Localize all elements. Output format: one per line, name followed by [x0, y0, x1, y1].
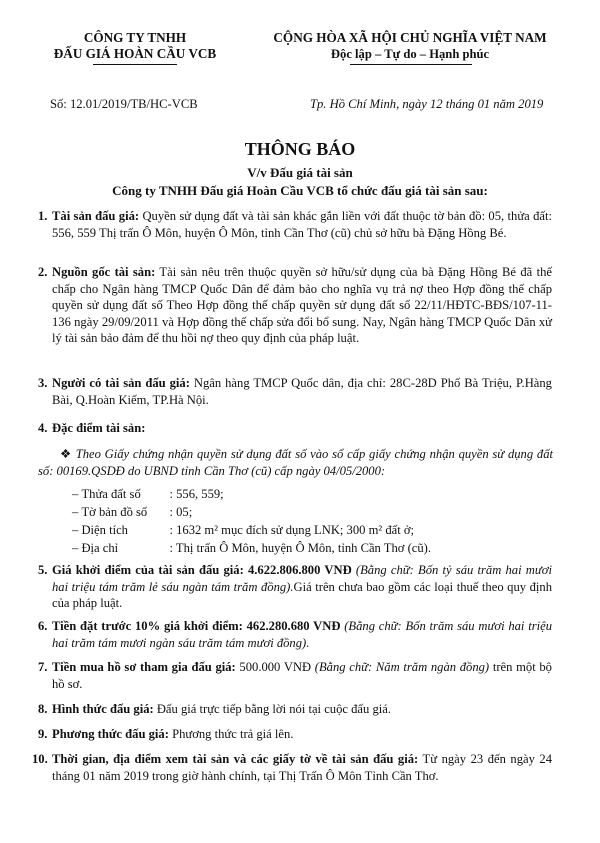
- item-7-text: trên một bộ hồ sơ.: [52, 660, 552, 691]
- item-5-label: Giá khởi điểm của tài sản đấu giá: 4.622.806.800 VNĐ: [52, 563, 352, 577]
- item-10-text: Từ ngày 23 đến ngày 24 tháng 01 năm 2019 trong giờ hành chính, tại Thị Trấn Ô Môn Tỉnh Cần Thơ.: [52, 752, 552, 783]
- item-9-number: 9.: [38, 727, 48, 741]
- dash-bullet: –: [72, 541, 79, 555]
- item-7-label: Tiền mua hồ sơ tham gia đấu giá:: [52, 660, 236, 674]
- item-4-number: 4.: [38, 421, 48, 435]
- company-line-2: ĐẤU GIÁ HOÀN CẦU VCB: [53, 46, 217, 61]
- item-4-note-text: Theo Giấy chứng nhận quyền sử dụng đất số vào sổ cấp giấy chứng nhận quyền sử dụng đất số: 00169.QSDĐ do UBND tỉnh Cần Thơ (cũ) cấp ngày 04/05/2000:: [38, 447, 553, 478]
- item-7-words: (Bằng chữ: Năm trăm ngàn đồng): [311, 660, 490, 674]
- item-6-label: Tiền đặt trước 10% giá khởi điểm: 462.280.680 VNĐ: [52, 619, 341, 633]
- item-3-text: Ngân hàng TMCP Quốc dân, địa chỉ: 28C-28D Phố Bà Triệu, P.Hàng Bài, Q.Hoàn Kiếm, TP.Hà Nội.: [52, 376, 552, 407]
- dash-bullet: –: [72, 505, 79, 519]
- item-10-number: 10.: [32, 752, 48, 766]
- item-5-words: (Bằng chữ: Bốn tỷ sáu trăm hai mươi hai triệu tám trăm lẻ sáu ngàn tám trăm đồng).: [52, 563, 552, 594]
- detail-row: [72, 522, 414, 538]
- company-line-1: CÔNG TY TNHH: [83, 30, 187, 45]
- item-1-label: Tài sản đấu giá:: [52, 209, 140, 223]
- item-4-label: Đặc điểm tài sản:: [52, 421, 146, 435]
- company-underline: [93, 64, 177, 65]
- item-2: [38, 264, 552, 347]
- item-5: [38, 562, 552, 612]
- item-8-label: Hình thức đấu giá:: [52, 702, 154, 716]
- national-motto: [250, 30, 570, 62]
- item-1-text: Quyền sử dụng đất và tài sản khác gắn liền với đất thuộc tờ bản đồ: 05, thửa đất: 556, 559 Thị trấn Ô Môn, huyện Ô Môn, tỉnh Cần Thơ (cũ) chủ sở hữu bà Đặng Hồng Bé.: [52, 209, 552, 240]
- company-name: [40, 30, 230, 62]
- detail-row: [72, 504, 192, 520]
- intro: Công ty TNHH Đấu giá Hoàn Cầu VCB tổ chức đấu giá tài sản sau:: [112, 183, 488, 198]
- item-4-note: [38, 446, 553, 479]
- item-9: [38, 726, 552, 743]
- detail-key: Địa chỉ: [81, 541, 119, 555]
- item-7-number: 7.: [38, 660, 48, 674]
- item-6-words: (Bằng chữ: Bốn trăm sáu mươi hai triệu hai trăm tám mươi ngàn sáu trăm tám mươi đồng).: [52, 619, 552, 650]
- detail-key: Diện tích: [81, 523, 128, 537]
- item-5-text: Giá trên chưa bao gồm các loại thuế theo quy định của pháp luật.: [52, 579, 552, 611]
- item-2-text: Tài sản nêu trên thuộc quyền sở hữu/sử dụng của bà Đặng Hồng Bé đã thế chấp cho Ngân hàng TMCP Quốc Dân để đảm bảo cho nghĩa vụ trả nợ theo Hợp đồng thế chấp quyền sử dụng đất số Theo Hợp đồng thế chấp quyền sử dụng đất số 22/11/HĐTC-BĐS/107-11-136 ngày 29/09/2011 và Hợp đồng thế chấp sửa đổi bổ sung. Nay, Ngân hàng TMCP Quốc Dân xử lý tài sản bảo đảm để thu hồi nợ theo quy định của pháp luật.: [52, 265, 552, 346]
- item-9-label: Phương thức đấu giá:: [52, 727, 169, 741]
- item-9-text: Phương thức trả giá lên.: [168, 727, 294, 741]
- dash-bullet: –: [72, 523, 79, 537]
- item-3-label: Người có tài sản đấu giá:: [52, 376, 190, 390]
- detail-value: : 1632 m² mục đích sử dụng LNK; 300 m² đất ở;: [169, 523, 415, 537]
- subject: V/v Đấu giá tài sản: [247, 165, 353, 180]
- item-8-text: Đấu giá trực tiếp bằng lời nói tại cuộc đấu giá.: [153, 702, 391, 716]
- item-3-number: 3.: [38, 376, 48, 390]
- detail-row: [72, 540, 431, 556]
- detail-value: : 556, 559;: [169, 487, 224, 501]
- motto: Độc lập – Tự do – Hạnh phúc: [330, 47, 490, 61]
- republic-title: CỘNG HÒA XÃ HỘI CHỦ NGHĨA VIỆT NAM: [273, 30, 547, 45]
- detail-value: : 05;: [169, 505, 193, 519]
- item-10-label: Thời gian, địa điểm xem tài sản và các giấy tờ về tài sản đấu giá:: [52, 752, 419, 766]
- item-7: [38, 659, 552, 692]
- diamond-bullet-icon: ❖: [60, 447, 72, 461]
- item-2-label: Nguồn gốc tài sản:: [52, 265, 156, 279]
- page-title: THÔNG BÁO: [244, 139, 356, 159]
- item-3: [38, 375, 552, 408]
- item-10: [32, 751, 552, 784]
- item-6: [38, 618, 552, 651]
- item-4: [38, 420, 552, 437]
- motto-underline: [350, 64, 472, 65]
- item-1: [38, 208, 552, 241]
- place-date: Tp. Hồ Chí Minh, ngày 12 tháng 01 năm 2019: [310, 97, 544, 111]
- detail-row: [72, 486, 224, 502]
- item-1-number: 1.: [38, 209, 48, 223]
- item-7-amount: 500.000 VNĐ: [235, 660, 312, 674]
- item-2-number: 2.: [38, 265, 48, 279]
- item-8: [38, 701, 552, 718]
- item-8-number: 8.: [38, 702, 48, 716]
- item-5-number: 5.: [38, 563, 48, 577]
- detail-key: Thửa đất số: [81, 487, 141, 501]
- item-6-number: 6.: [38, 619, 48, 633]
- detail-key: Tờ bản đồ số: [81, 505, 148, 519]
- dash-bullet: –: [72, 487, 79, 501]
- detail-value: : Thị trấn Ô Môn, huyện Ô Môn, tỉnh Cần Thơ (cũ).: [169, 541, 431, 555]
- doc-number: Số: 12.01/2019/TB/HC-VCB: [50, 97, 198, 111]
